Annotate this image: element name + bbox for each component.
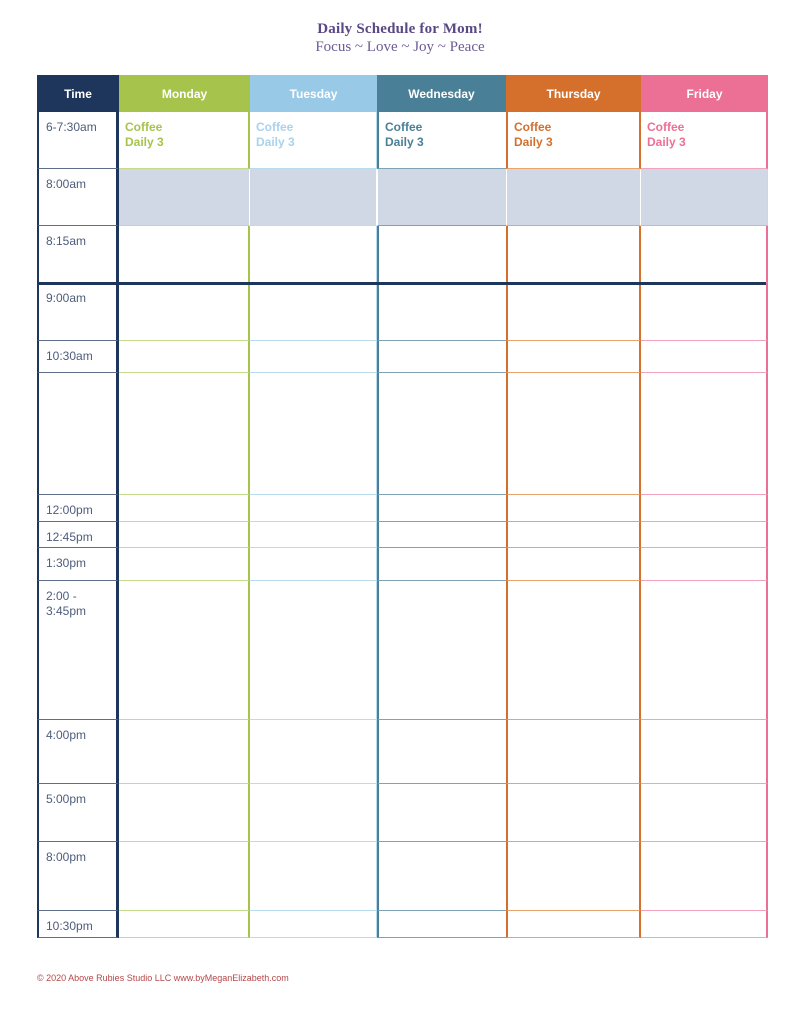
schedule-cell-thursday[interactable] — [506, 842, 641, 911]
entry-line: Daily 3 — [256, 135, 295, 149]
schedule-cell-wednesday[interactable] — [377, 341, 506, 373]
schedule-cell-thursday[interactable] — [506, 283, 641, 341]
schedule-cell-wednesday[interactable] — [377, 720, 506, 784]
schedule-cell-tuesday[interactable] — [250, 581, 377, 720]
time-label: 5:00pm — [37, 784, 119, 842]
entry — [119, 112, 248, 150]
entry — [250, 112, 376, 150]
time-label: 9:00am — [37, 283, 119, 341]
schedule-cell-thursday[interactable] — [506, 784, 641, 842]
column-header-friday: Friday — [641, 75, 768, 112]
column-header-wednesday: Wednesday — [377, 75, 506, 112]
section-divider — [37, 282, 766, 285]
schedule-cell-friday[interactable] — [641, 112, 768, 169]
schedule-cell-wednesday[interactable] — [377, 911, 506, 938]
schedule-cell-thursday[interactable] — [506, 911, 641, 938]
schedule-cell-monday[interactable] — [119, 842, 250, 911]
schedule-cell-friday[interactable] — [641, 522, 768, 548]
entry-line: Coffee — [514, 120, 552, 134]
schedule-table — [37, 75, 768, 938]
time-label — [37, 373, 119, 495]
schedule-cell-monday[interactable] — [119, 911, 250, 938]
time-label: 12:45pm — [37, 522, 119, 548]
entry-line: Coffee — [647, 120, 685, 134]
column-header-tuesday: Tuesday — [250, 75, 377, 112]
column-header-time: Time — [37, 75, 119, 112]
schedule-cell-tuesday[interactable] — [250, 495, 377, 522]
schedule-cell-monday[interactable] — [119, 581, 250, 720]
column-header-thursday: Thursday — [506, 75, 641, 112]
schedule-cell-thursday[interactable] — [506, 169, 641, 226]
entry — [641, 112, 766, 150]
schedule-cell-friday[interactable] — [641, 548, 768, 581]
schedule-cell-friday[interactable] — [641, 495, 768, 522]
schedule-cell-wednesday[interactable] — [377, 522, 506, 548]
schedule-cell-thursday[interactable] — [506, 112, 641, 169]
schedule-cell-wednesday[interactable] — [377, 842, 506, 911]
schedule-cell-thursday[interactable] — [506, 548, 641, 581]
entry — [508, 112, 639, 150]
schedule-cell-friday[interactable] — [641, 341, 768, 373]
schedule-cell-monday[interactable] — [119, 373, 250, 495]
time-label: 1:30pm — [37, 548, 119, 581]
schedule-cell-thursday[interactable] — [506, 522, 641, 548]
time-label: 10:30pm — [37, 911, 119, 938]
time-label: 6-7:30am — [37, 112, 119, 169]
time-label: 10:30am — [37, 341, 119, 373]
schedule-cell-monday[interactable] — [119, 112, 250, 169]
entry-line: Coffee — [385, 120, 423, 134]
schedule-cell-thursday[interactable] — [506, 226, 641, 283]
schedule-cell-tuesday[interactable] — [250, 373, 377, 495]
schedule-cell-thursday[interactable] — [506, 581, 641, 720]
schedule-cell-tuesday[interactable] — [250, 720, 377, 784]
schedule-cell-thursday[interactable] — [506, 341, 641, 373]
time-label: 8:00am — [37, 169, 119, 226]
schedule-cell-thursday[interactable] — [506, 720, 641, 784]
entry-line: Daily 3 — [647, 135, 686, 149]
schedule-cell-thursday[interactable] — [506, 495, 641, 522]
schedule-cell-tuesday[interactable] — [250, 112, 377, 169]
schedule-cell-tuesday[interactable] — [250, 341, 377, 373]
schedule-cell-friday[interactable] — [641, 720, 768, 784]
entry-line: Coffee — [256, 120, 294, 134]
schedule-cell-friday[interactable] — [641, 169, 768, 226]
schedule-cell-tuesday[interactable] — [250, 842, 377, 911]
page-subtitle: Focus ~ Love ~ Joy ~ Peace — [315, 39, 485, 55]
page-title: Daily Schedule for Mom! — [317, 21, 483, 37]
schedule-cell-tuesday[interactable] — [250, 522, 377, 548]
schedule-cell-monday[interactable] — [119, 283, 250, 341]
time-label: 12:00pm — [37, 495, 119, 522]
time-label: 4:00pm — [37, 720, 119, 784]
schedule-cell-monday[interactable] — [119, 548, 250, 581]
schedule-cell-thursday[interactable] — [506, 373, 641, 495]
schedule-cell-friday[interactable] — [641, 911, 768, 938]
schedule-cell-monday[interactable] — [119, 169, 250, 226]
schedule-cell-monday[interactable] — [119, 495, 250, 522]
schedule-cell-monday[interactable] — [119, 720, 250, 784]
schedule-cell-friday[interactable] — [641, 581, 768, 720]
copyright-footer: © 2020 Above Rubies Studio LLC www.byMeganElizabeth.com — [37, 973, 289, 983]
schedule-cell-monday[interactable] — [119, 341, 250, 373]
schedule-cell-wednesday[interactable] — [377, 373, 506, 495]
schedule-cell-wednesday[interactable] — [377, 581, 506, 720]
schedule-cell-wednesday[interactable] — [377, 495, 506, 522]
schedule-cell-tuesday[interactable] — [250, 226, 377, 283]
schedule-cell-monday[interactable] — [119, 226, 250, 283]
schedule-cell-tuesday[interactable] — [250, 548, 377, 581]
schedule-cell-tuesday[interactable] — [250, 169, 377, 226]
schedule-cell-wednesday[interactable] — [377, 548, 506, 581]
schedule-cell-wednesday[interactable] — [377, 283, 506, 341]
schedule-cell-wednesday[interactable] — [377, 226, 506, 283]
schedule-cell-wednesday[interactable] — [377, 784, 506, 842]
column-header-monday: Monday — [119, 75, 250, 112]
schedule-cell-friday[interactable] — [641, 226, 768, 283]
entry-line: Daily 3 — [514, 135, 553, 149]
entry-line: Daily 3 — [125, 135, 164, 149]
schedule-cell-tuesday[interactable] — [250, 784, 377, 842]
entry — [379, 112, 506, 150]
schedule-cell-friday[interactable] — [641, 842, 768, 911]
time-label: 8:15am — [37, 226, 119, 283]
schedule-cell-monday[interactable] — [119, 784, 250, 842]
time-label: 8:00pm — [37, 842, 119, 911]
entry-line: Coffee — [125, 120, 163, 134]
schedule-cell-wednesday[interactable] — [377, 112, 506, 169]
schedule-cell-friday[interactable] — [641, 373, 768, 495]
time-label: 2:00 - 3:45pm — [37, 581, 119, 720]
schedule-cell-wednesday[interactable] — [377, 169, 506, 226]
schedule-cell-monday[interactable] — [119, 522, 250, 548]
schedule-cell-tuesday[interactable] — [250, 283, 377, 341]
schedule-cell-tuesday[interactable] — [250, 911, 377, 938]
schedule-cell-friday[interactable] — [641, 784, 768, 842]
entry-line: Daily 3 — [385, 135, 424, 149]
schedule-cell-friday[interactable] — [641, 283, 768, 341]
